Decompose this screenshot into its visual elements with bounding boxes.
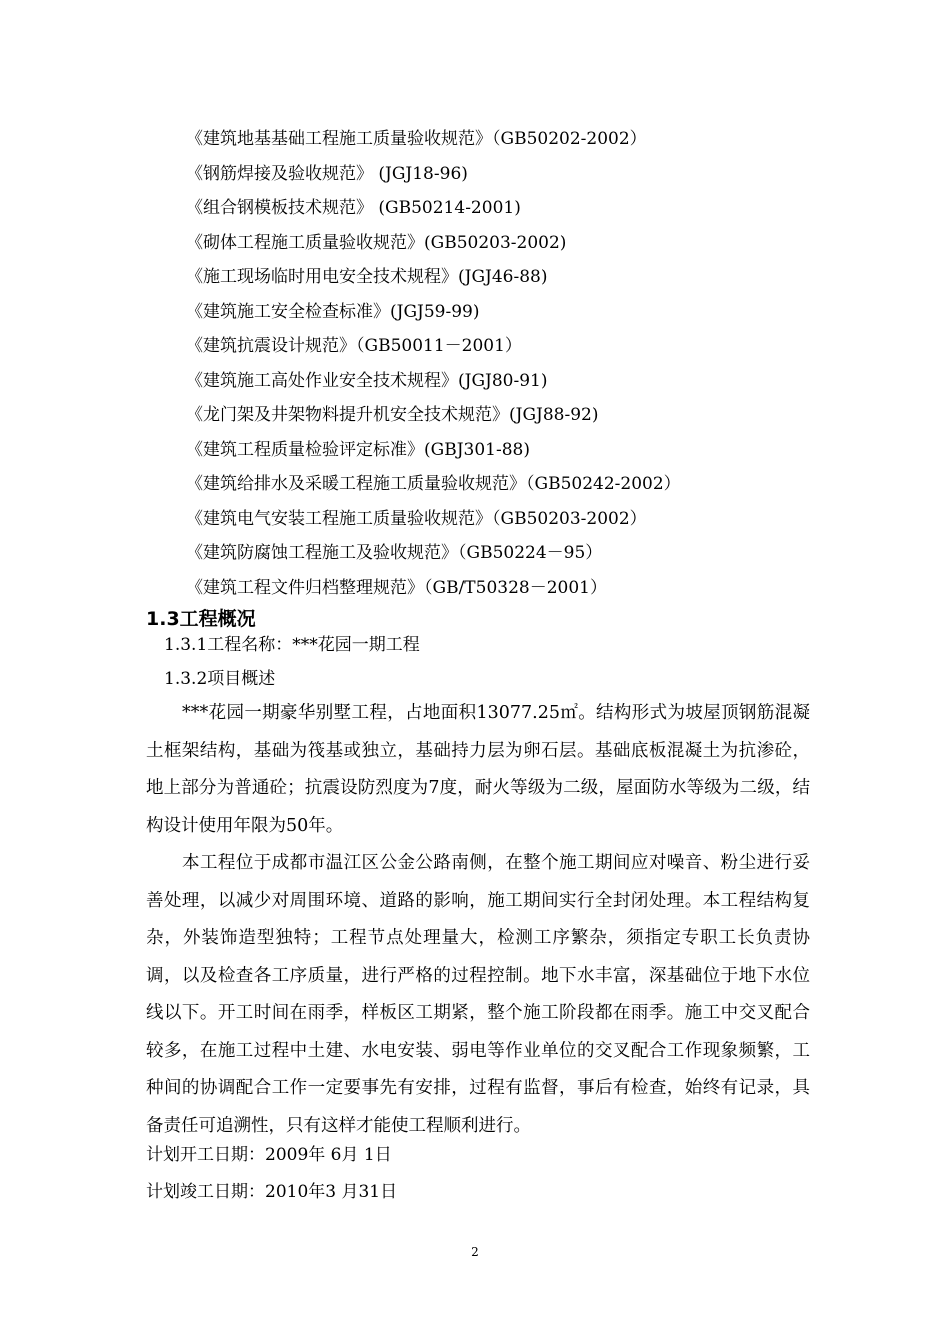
- planned-end-date: 计划竣工日期：2010年3 月31日: [146, 1182, 398, 1202]
- overview-paragraph-1: ***花园一期豪华别墅工程，占地面积13077.25㎡。结构形式为坡屋顶钢筋混凝土框架结构，基础为筏基或独立，基础持力层为卵石层。基础底板混凝土为抗渗砼，地上部分为普通砼；抗震设防烈度为7度，耐火等级为二级，屋面防水等级为二级，结构设计使用年限为50年。: [146, 703, 810, 836]
- section-heading: 1.3工程概况: [146, 608, 256, 630]
- standard-item: 《建筑施工高处作业安全技术规程》(JGJ80-91): [186, 370, 548, 391]
- standard-item: 《建筑给排水及采暖工程施工质量验收规范》（GB50242-2002）: [186, 474, 681, 494]
- overview-title: 1.3.2项目概述: [164, 669, 276, 689]
- page-number: 2: [471, 1245, 479, 1259]
- standard-item: 《钢筋焊接及验收规范》 (JGJ18-96): [186, 163, 468, 184]
- standard-item: 《建筑电气安装工程施工质量验收规范》（GB50203-2002）: [186, 508, 647, 529]
- standard-item: 《建筑抗震设计规范》（GB50011－2001）: [186, 336, 522, 356]
- standard-item: 《砌体工程施工质量验收规范》(GB50203-2002): [186, 232, 567, 253]
- standard-item: 《施工现场临时用电安全技术规程》(JGJ46-88): [186, 267, 548, 287]
- standard-item: 《建筑施工安全检查标准》(JGJ59-99): [186, 301, 480, 322]
- standard-item: 《建筑工程文件归档整理规范》（GB/T50328－2001）: [186, 577, 607, 598]
- standards-list: [186, 122, 906, 605]
- standard-item: 《组合钢模板技术规范》 (GB50214-2001): [186, 198, 521, 218]
- overview-paragraph-2: 本工程位于成都市温江区公金公路南侧，在整个施工期间应对噪音、粉尘进行妥善处理，以减少对周围环境、道路的影响，施工期间实行全封闭处理。本工程结构复杂，外装饰造型独特；工程节点处理量大，检测工序繁杂，须指定专职工长负责协调，以及检查各工序质量，进行严格的过程控制。地下水丰富，深基础位于地下水位线以下。开工时间在雨季，样板区工期紧，整个施工阶段都在雨季。施工中交叉配合较多，在施工过程中土建、水电安装、弱电等作业单位的交叉配合工作现象频繁，工种间的协调配合工作一定要事先有安排，过程有监督，事后有检查，始终有记录，具备责任可追溯性，只有这样才能使工程顺利进行。: [146, 853, 810, 1136]
- standard-item: 《建筑地基基础工程施工质量验收规范》（GB50202-2002）: [186, 129, 647, 149]
- standard-item: 《龙门架及井架物料提升机安全技术规范》(JGJ88-92): [186, 405, 599, 425]
- planned-start-date: 计划开工日期：2009年 6月 1日: [146, 1145, 392, 1165]
- standard-item: 《建筑防腐蚀工程施工及验收规范》（GB50224－95）: [186, 543, 603, 563]
- standard-item: 《建筑工程质量检验评定标准》(GBJ301-88): [186, 439, 530, 460]
- project-name: 1.3.1工程名称：***花园一期工程: [164, 635, 420, 655]
